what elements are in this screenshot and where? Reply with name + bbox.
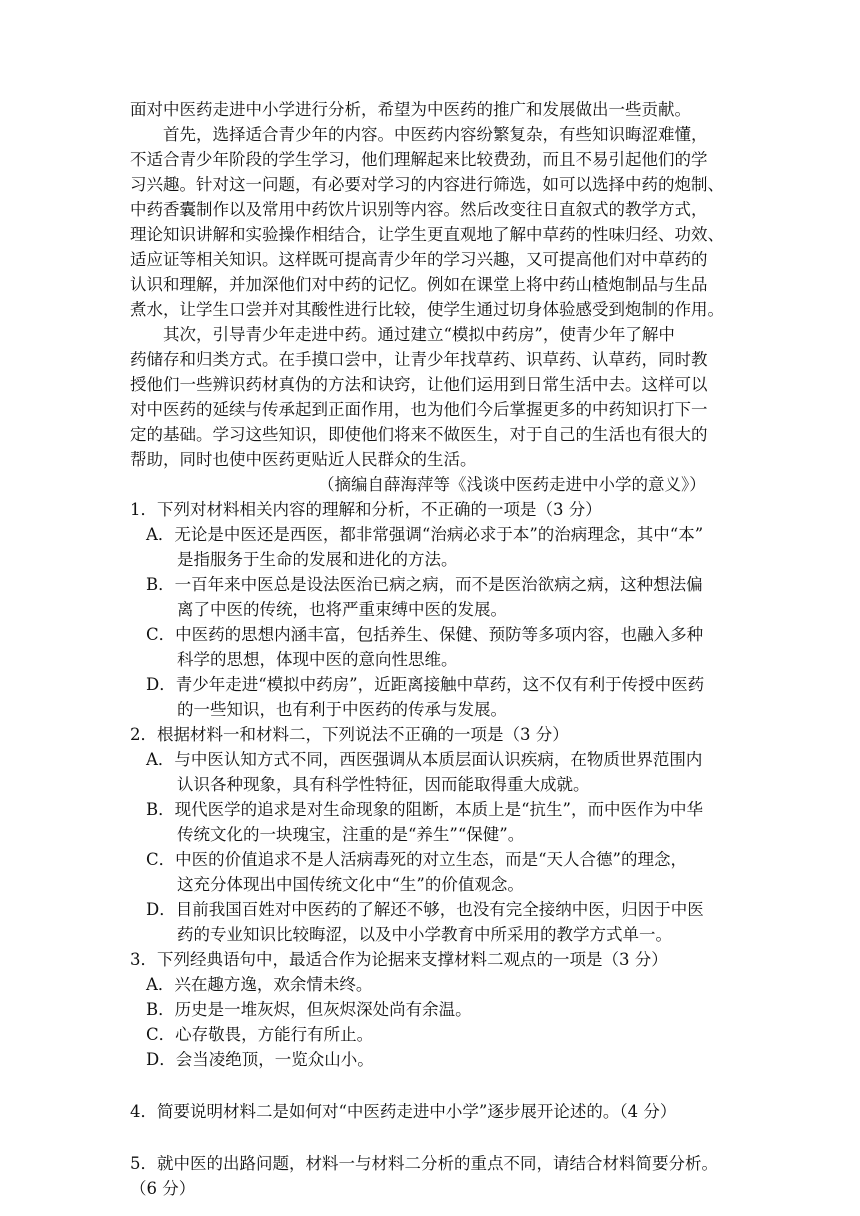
question-5-points: （6 分） (130, 1179, 196, 1198)
question-2-option-b-cont: 传统文化的一块瑰宝，注重的是“养生”“保健”。 (177, 825, 525, 844)
passage-line: 煮水，让学生口尝并对其酸性进行比较，使学生通过切身体验感受到炮制的作用。 (130, 300, 724, 319)
question-3-stem: 3．下列经典语句中，最适合作为论据来支撑材料二观点的一项是（3 分） (130, 950, 668, 969)
question-2-option-c: C．中医的价值追求不是人活病毒死的对立生态，而是“天人合德”的理念， (146, 850, 687, 869)
passage-line: 适应证等相关知识。这样既可提高青少年的学习兴趣，又可提高他们对中草药的 (130, 250, 708, 269)
passage-line: 面对中医药走进中小学进行分析，希望为中医药的推广和发展做出一些贡献。 (130, 100, 691, 119)
passage-line: 其次，引导青少年走进中药。通过建立“模拟中药房”，使青少年了解中 (163, 325, 675, 344)
passage-line: 对中医药的延续与传承起到正面作用，也为他们今后掌握更多的中药知识打下一 (130, 400, 708, 419)
passage-line: 授他们一些辨识药材真伪的方法和诀窍，让他们运用到日常生活中去。这样可以 (130, 375, 708, 394)
question-2-option-d: D．目前我国百姓对中医药的了解还不够，也没有完全接纳中医，归因于中医 (146, 900, 704, 919)
question-1-stem: 1．下列对材料相关内容的理解和分析，不正确的一项是（3 分） (130, 500, 602, 519)
passage-line: 帮助，同时也使中医药更贴近人民群众的生活。 (130, 450, 477, 469)
question-2-option-d-cont: 药的专业知识比较晦涩，以及中小学教育中所采用的教学方式单一。 (177, 925, 672, 944)
passage-line: 习兴趣。针对这一问题，有必要对学习的内容进行筛选，如可以选择中药的炮制、 (130, 175, 724, 194)
passage-line: 首先，选择适合青少年的内容。中医药内容纷繁复杂，有些知识晦涩难懂， (163, 125, 708, 144)
question-1-option-a-cont: 是指服务于生命的发展和进化的方法。 (177, 550, 458, 569)
question-3-option-a: A．兴在趣方逸，欢余情未终。 (146, 975, 373, 994)
question-5-stem: 5．就中医的出路问题，材料一与材料二分析的重点不同，请结合材料简要分析。 (130, 1154, 718, 1173)
question-1-option-b: B．一百年来中医总是设法医治已病之病，而不是医治欲病之病，这种想法偏 (146, 575, 703, 594)
question-1-option-c: C．中医药的思想内涵丰富，包括养生、保健、预防等多项内容，也融入多种 (146, 625, 704, 644)
question-4-stem: 4．简要说明材料二是如何对“中医药走进中小学”逐步展开论述的。（4 分） (130, 1102, 677, 1121)
question-2-option-c-cont: 这充分体现出中国传统文化中“生”的价值观念。 (177, 875, 524, 894)
question-3-option-d: D．会当凌绝顶，一览众山小。 (146, 1050, 374, 1069)
question-3-option-b: B．历史是一堆灰烬，但灰烬深处尚有余温。 (146, 1000, 472, 1019)
passage-line: 定的基础。学习这些知识，即使他们将来不做医生，对于自己的生活也有很大的 (130, 425, 708, 444)
question-1-option-a: A．无论是中医还是西医，都非常强调“治病必求于本”的治病理念，其中“本” (146, 525, 704, 544)
passage-line: 不适合青少年阶段的学生学习，他们理解起来比较费劲，而且不易引起他们的学 (130, 150, 708, 169)
question-2-option-a: A．与中医认知方式不同，西医强调从本质层面认识疾病，在物质世界范围内 (146, 750, 703, 769)
passage-line: 理论知识讲解和实验操作相结合，让学生更直观地了解中草药的性味归经、功效、 (130, 225, 724, 244)
question-2-option-b: B．现代医学的追求是对生命现象的阻断，本质上是“抗生”，而中医作为中华 (146, 800, 703, 819)
passage-source: （摘编自薛海萍等《浅谈中医药走进中小学的意义》） (318, 475, 706, 494)
passage-line: 认识和理解，并加深他们对中药的记忆。例如在课堂上将中药山楂炮制品与生品 (130, 275, 708, 294)
question-2-option-a-cont: 认识各种现象，具有科学性特征，因而能取得重大成就。 (177, 775, 590, 794)
passage-line: 药储存和归类方式。在手摸口尝中，让青少年找草药、识草药、认草药，同时教 (130, 350, 708, 369)
question-1-option-b-cont: 离了中医的传统，也将严重束缚中医的发展。 (177, 600, 507, 619)
question-1-option-c-cont: 科学的思想，体现中医的意向性思维。 (177, 650, 458, 669)
question-2-stem: 2．根据材料一和材料二，下列说法不正确的一项是（3 分） (130, 725, 569, 744)
question-1-option-d-cont: 的一些知识，也有利于中医药的传承与发展。 (177, 700, 507, 719)
question-1-option-d: D．青少年走进“模拟中药房”，近距离接触中草药，这不仅有利于传授中医药 (146, 675, 705, 694)
passage-line: 中药香囊制作以及常用中药饮片识别等内容。然后改变往日直叙式的教学方式， (130, 200, 708, 219)
question-3-option-c: C．心存敬畏，方能行有所止。 (146, 1025, 374, 1044)
